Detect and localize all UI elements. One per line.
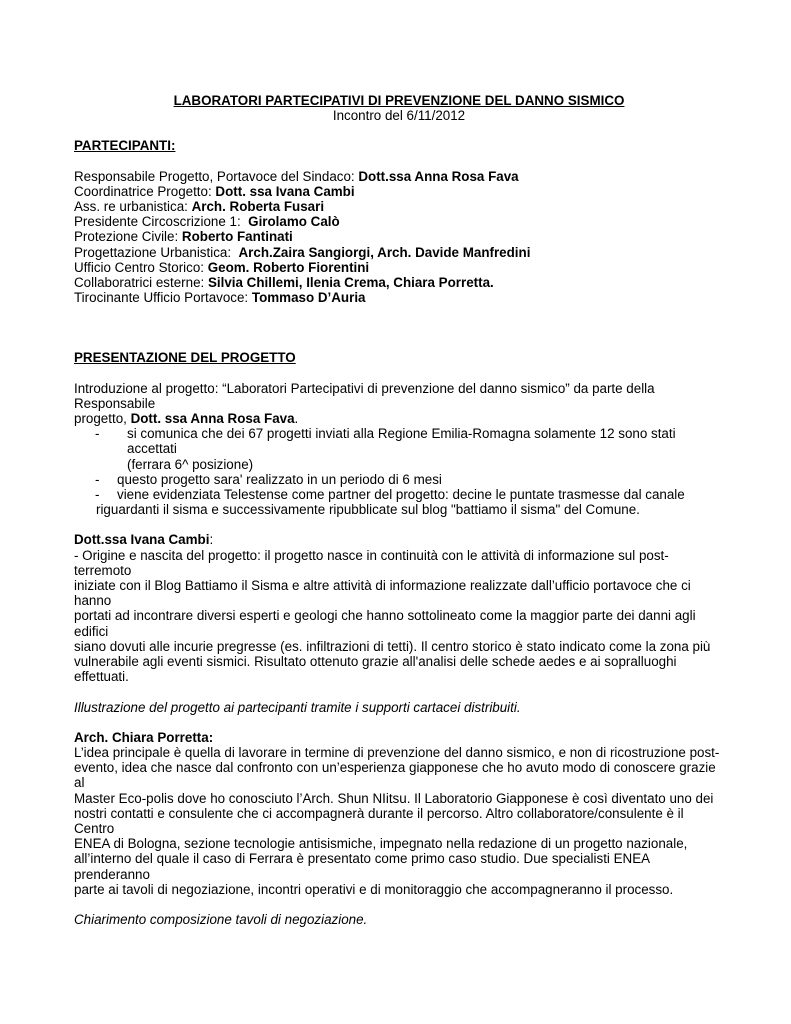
speaker-porretta: Arch. Chiara Porretta: <box>74 729 214 745</box>
meeting-date: Incontro del 6/11/2012 <box>332 108 466 124</box>
list-item: - questo progetto sara' realizzato in un periodo di 6 mesi <box>74 472 724 487</box>
participant-row: Coordinatrice Progetto: Dott. ssa Ivana Cambi <box>74 183 355 199</box>
dash-bullet: - <box>95 426 100 442</box>
clarification-note: Chiarimento composizione tavoli di negoziazione. <box>74 911 368 927</box>
bullet-list <box>74 426 724 517</box>
presentation-heading: PRESENTAZIONE DEL PROGETTO <box>74 350 296 366</box>
cambi-paragraph: - Origine e nascita del progetto: il progetto nasce in continuità con le attività di informazione sul post-terremoto iniziate con il Blog Battiamo il Sisma e altre attività di informazione realizzate dall’ufficio portavoce che ci hanno portati ad incontrare diversi esperti e geologi che hanno sottolineato come la maggior parte dei danni agli edifici siano dovuti alle incurie pregresse (es. infiltrazioni di tetti). Il centro storico è stato indicato come la zona più vulnerabile agli eventi sismici. Risultato ottenuto grazie all'analisi delle schede aedes e ai sopralluoghi effettuati. <box>74 547 711 685</box>
dash-bullet: - <box>95 487 100 503</box>
participant-row: Ass. re urbanistica: Arch. Roberta Fusari <box>74 199 325 215</box>
list-item: - si comunica che dei 67 progetti inviati alla Regione Emilia-Romagna solamente 12 sono stati accettati (ferrara 6^ posizione) <box>74 426 724 472</box>
list-item: - viene evidenziata Telestense come partner del progetto: decine le puntate trasmesse dal canale riguardanti il sisma e successivamente ripubblicate sul blog "battiamo il sisma" del Comune. <box>74 487 724 517</box>
participant-row: Protezione Civile: Roberto Fantinati <box>74 229 293 245</box>
participant-row: Responsabile Progetto, Portavoce del Sindaco: Dott.ssa Anna Rosa Fava <box>74 168 519 184</box>
participant-row: Presidente Circoscrizione 1: Girolamo Calò <box>74 214 340 230</box>
document-page <box>74 93 724 927</box>
document-title: LABORATORI PARTECIPATIVI DI PREVENZIONE DEL DANNO SISMICO <box>173 93 625 108</box>
participant-row: Collaboratrici esterne: Silvia Chillemi, Ilenia Crema, Chiara Porretta. <box>74 275 494 291</box>
participant-row: Tirocinante Ufficio Portavoce: Tommaso D’Auria <box>74 290 366 306</box>
intro-paragraph: Introduzione al progetto: “Laboratori Partecipativi di prevenzione del danno sismico” da parte della Responsabile progetto, Dott. ssa Anna Rosa Fava. <box>74 380 655 427</box>
illustration-note: Illustrazione del progetto ai partecipanti tramite i supporti cartacei distribuiti. <box>74 699 521 715</box>
porretta-paragraph: L’idea principale è quella di lavorare in termine di prevenzione del danno sismico, e non di ricostruzione post- evento, idea che nasce dal confronto con un’esperienza giapponese che ho avuto modo di conoscere grazie al Master Eco-polis dove ho conosciuto l’Arch. Shun NIitsu. Il Laboratorio Giapponese è così diventato uno dei nostri contatti e consulente che ci accompagnerà durante il percorso. Altro collaboratore/consulente è il Centro ENEA di Bologna, sezione tecnologie antisismiche, impegnato nella redazione di un progetto nazionale, all’interno del quale il caso di Ferrara è presentato come primo caso studio. Due specialisti ENEA prenderanno parte ai tavoli di negoziazione, incontri operativi e di monitoraggio che accompagneranno il processo. <box>74 744 720 897</box>
participants-heading: PARTECIPANTI: <box>74 138 176 154</box>
participant-row: Ufficio Centro Storico: Geom. Roberto Fiorentini <box>74 259 370 275</box>
participants-list <box>74 169 724 306</box>
speaker-cambi: Dott.ssa Ivana Cambi: <box>74 532 214 548</box>
participant-row: Progettazione Urbanistica: Arch.Zaira Sangiorgi, Arch. Davide Manfredini <box>74 244 531 260</box>
dash-bullet: - <box>95 471 100 487</box>
